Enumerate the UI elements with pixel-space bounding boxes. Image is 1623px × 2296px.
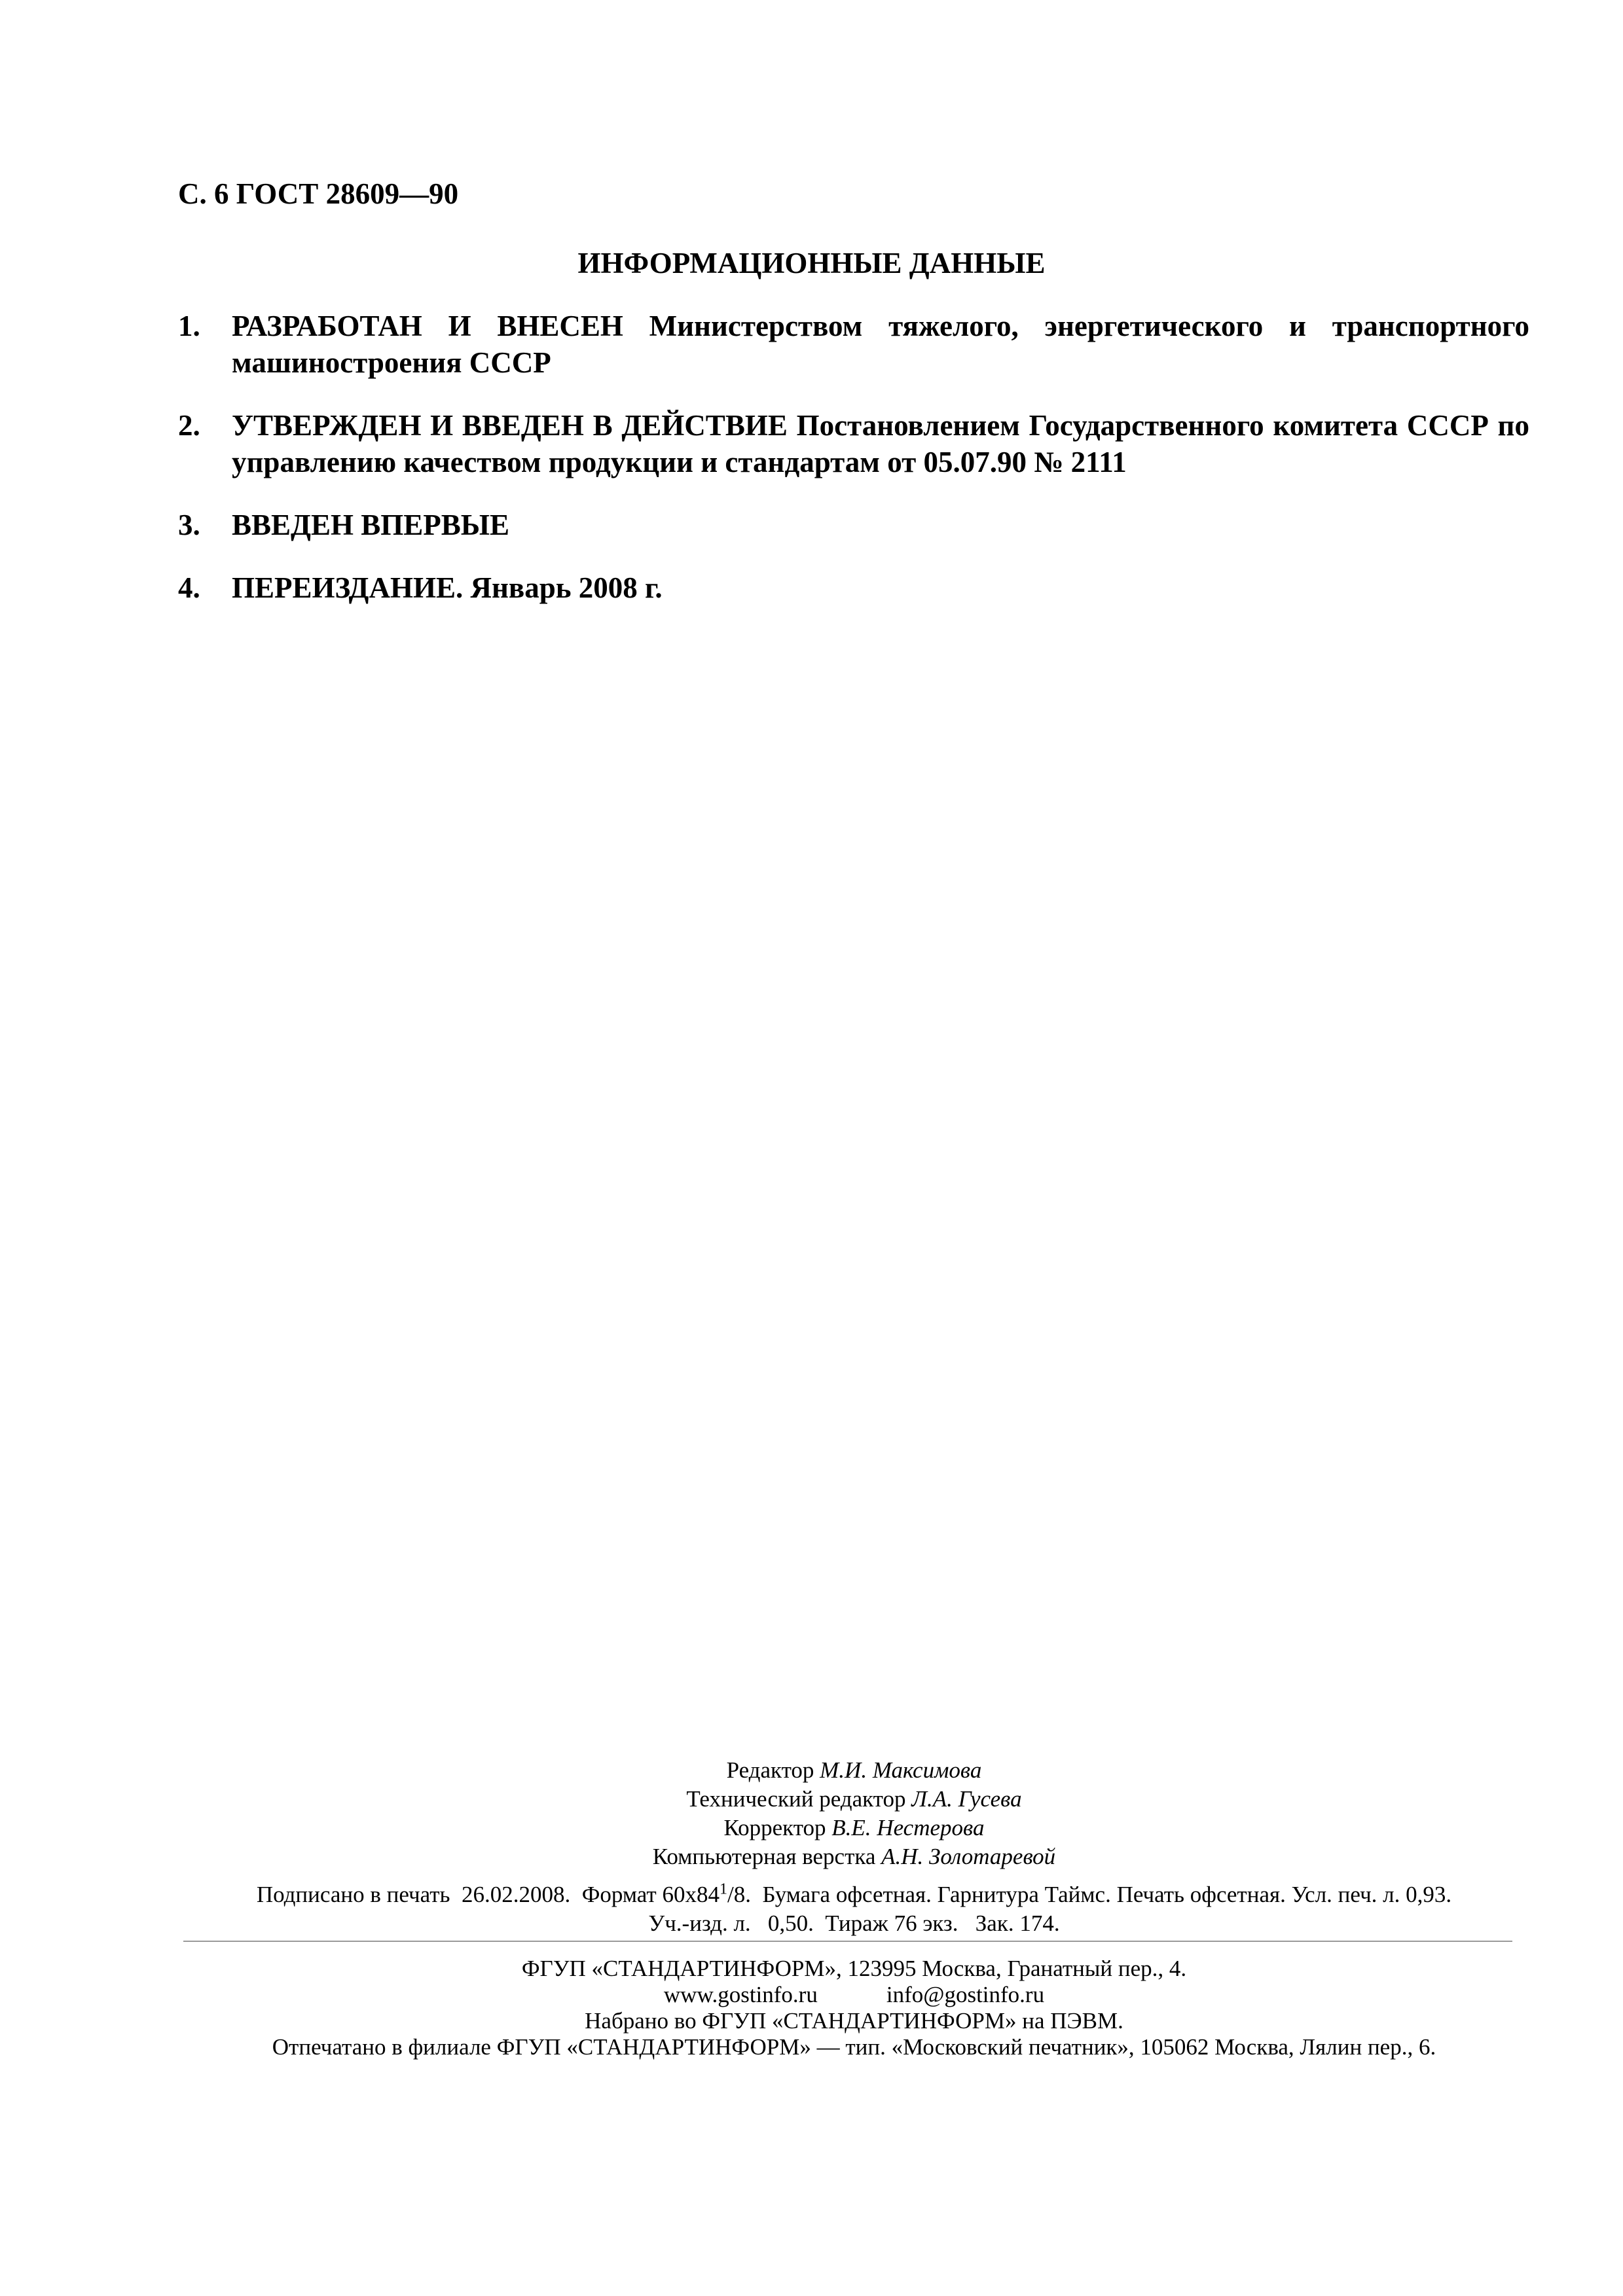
imprint-block: [0, 1880, 1623, 1938]
item-text: УТВЕРЖДЕН И ВВЕДЕН В ДЕЙСТВИЕ Постановлением Государственного комитета СССР по управлению качеством продукции и стандартам от 05.07.90 № 2111: [232, 409, 1529, 478]
info-item-4: [178, 569, 1529, 606]
credit-name: М.И. Максимова: [820, 1757, 982, 1783]
item-number: 3.: [178, 509, 200, 541]
imprint-text: Подписано в печать 26.02.2008. Формат 60х84: [256, 1882, 720, 1907]
credits-block: [0, 1756, 1623, 1871]
item-text: ВВЕДЕН ВПЕРВЫЕ: [232, 509, 510, 541]
publisher-block: [0, 1956, 1623, 2060]
info-item-2: [178, 407, 1529, 480]
imprint-text: . Бумага офсетная. Гарнитура Таймс. Печать офсетная. Усл. печ. л. 0,93.: [745, 1882, 1452, 1907]
item-text: ПЕРЕИЗДАНИЕ. Январь 2008 г.: [232, 571, 663, 604]
divider-line: [183, 1941, 1512, 1942]
publisher-email: info@gostinfo.ru: [886, 1982, 1045, 2007]
publisher-contacts: [0, 1982, 1623, 2008]
credit-label: Редактор: [726, 1757, 814, 1783]
credit-editor: [0, 1756, 1623, 1785]
imprint-line-2: Уч.-изд. л. 0,50. Тираж 76 экз. Зак. 174.: [648, 1910, 1060, 1936]
section-title: ИНФОРМАЦИОННЫЕ ДАННЫЕ: [577, 247, 1046, 279]
credit-name: Л.А. Гусева: [911, 1786, 1022, 1812]
publisher-typeset: Набрано во ФГУП «СТАНДАРТИНФОРМ» на ПЭВМ.: [585, 2008, 1123, 2034]
credit-tech-editor: [0, 1785, 1623, 1814]
info-list: [178, 308, 1529, 632]
credit-name: В.Е. Нестерова: [831, 1815, 985, 1840]
credit-label: Технический редактор: [686, 1786, 906, 1812]
credit-layout: [0, 1842, 1623, 1871]
item-text: РАЗРАБОТАН И ВНЕСЕН Министерством тяжелого, энергетического и транспортного машиностроения СССР: [232, 310, 1529, 379]
credit-name: А.Н. Золотаревой: [881, 1844, 1056, 1869]
imprint-line-1: [0, 1880, 1623, 1909]
item-number: 2.: [178, 409, 200, 442]
item-number: 4.: [178, 571, 200, 604]
credit-proofreader: [0, 1814, 1623, 1842]
info-item-1: [178, 308, 1529, 381]
page-header: С. 6 ГОСТ 28609—90: [178, 177, 459, 210]
credit-label: Компьютерная верстка: [652, 1844, 876, 1869]
fraction-numerator: 1: [719, 1880, 727, 1898]
fraction-denominator: /8: [727, 1882, 746, 1907]
publisher-website: www.gostinfo.ru: [663, 1982, 818, 2007]
publisher-printer: Отпечатано в филиале ФГУП «СТАНДАРТИНФОРМ» — тип. «Московский печатник», 105062 Москва, Лялин пер., 6.: [272, 2034, 1436, 2060]
credit-label: Корректор: [723, 1815, 826, 1840]
publisher-address: ФГУП «СТАНДАРТИНФОРМ», 123995 Москва, Гранатный пер., 4.: [521, 1956, 1187, 1981]
item-number: 1.: [178, 310, 200, 342]
info-item-3: [178, 507, 1529, 543]
